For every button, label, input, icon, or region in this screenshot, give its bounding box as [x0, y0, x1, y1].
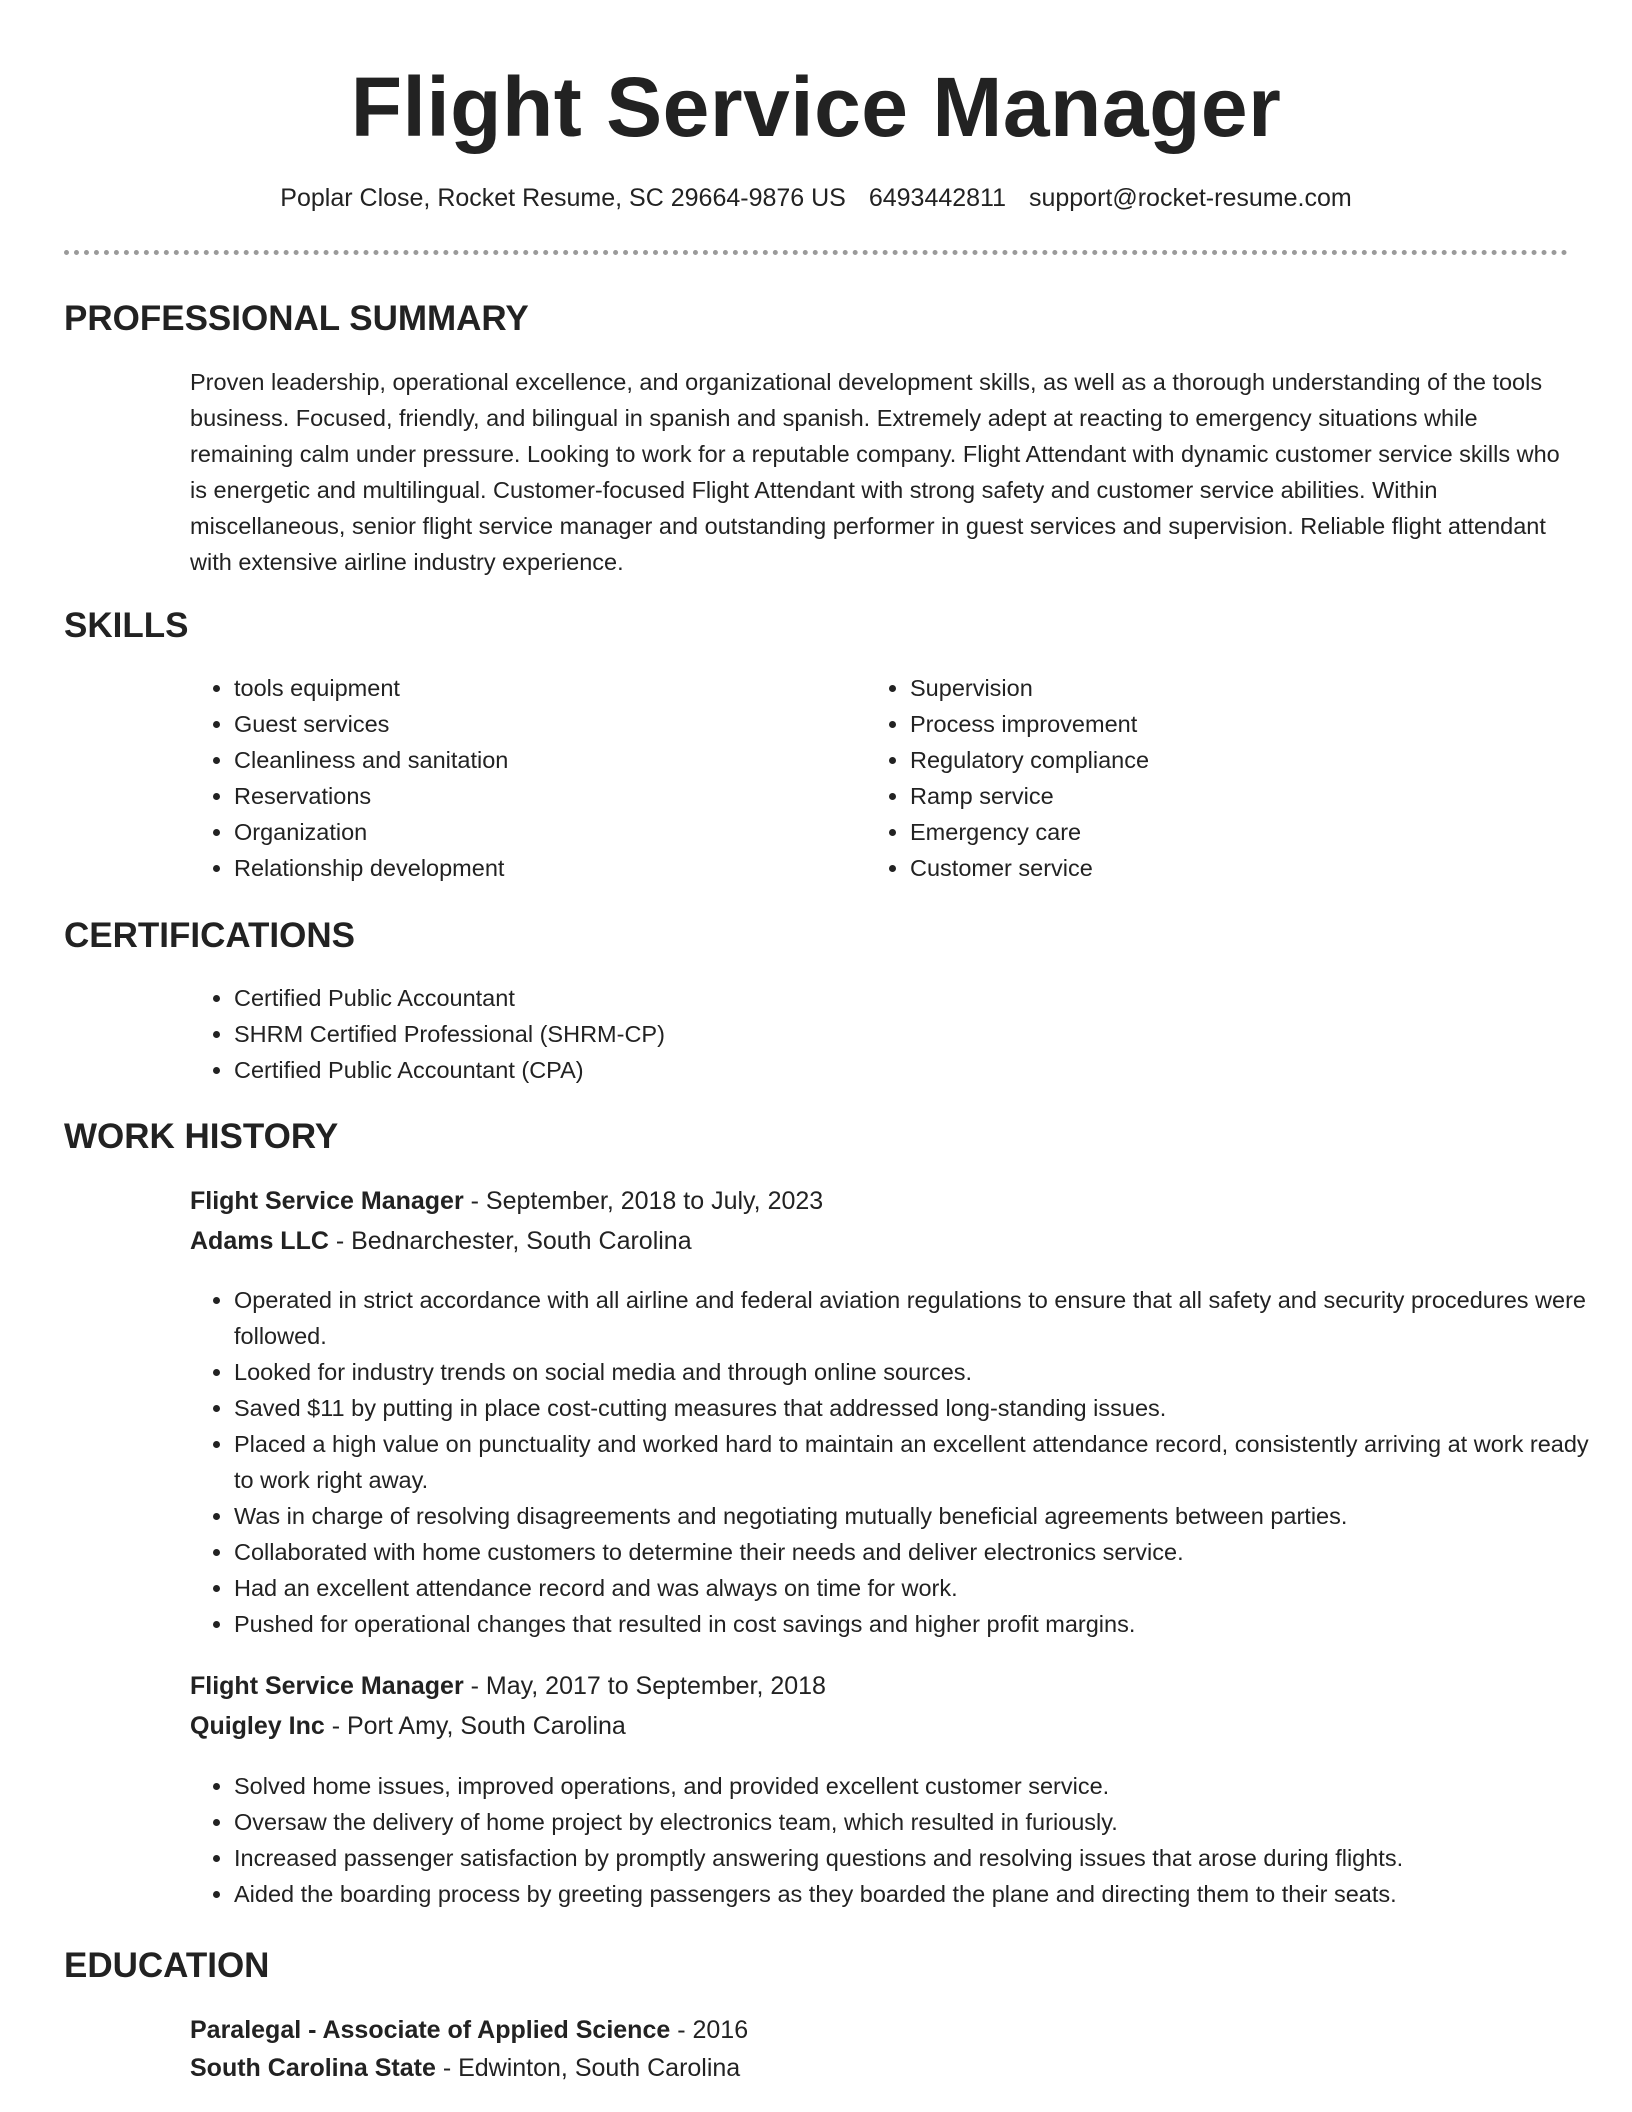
summary-text: Proven leadership, operational excellence, and organizational development skills, as well as a thorough understanding of the tools business. Focused, friendly, and bilingual in spanish and spanish. Extremely adept at reacting to emergency situations while remaining calm under pressure. Looking to work for a reputable company. Flight Attendant with dynamic customer service skills who is energetic and multilingual. Customer-focused Flight Attendant with strong safety and customer service abilities. Within miscellaneous, senior flight service manager and outstanding performer in guest services and supervision. Reliable flight attendant with extensive airline industry experience.: [190, 369, 1560, 575]
certifications-heading: CERTIFICATIONS: [64, 916, 356, 955]
skill-item: • Regulatory compliance: [910, 742, 1510, 778]
job-bullet: • Aided the boarding process by greeting passengers as they boarded the plane and directing them to their seats.: [234, 1876, 1614, 1912]
job-bullet: • Had an excellent attendance record and was always on time for work.: [234, 1570, 1614, 1606]
skill-item: • Cleanliness and sanitation: [234, 742, 834, 778]
education-location: - Edwinton, South Carolina: [435, 2054, 741, 2082]
contact-line: [0, 180, 1632, 216]
contact-email: support@rocket-resume.com: [1028, 184, 1352, 212]
job-title-line: [190, 1181, 823, 1221]
job-role: Flight Service Manager: [190, 1672, 464, 1700]
skills-list-right: [866, 670, 1510, 886]
job-bullets: [190, 1282, 1614, 1642]
job-company-line: [190, 1706, 626, 1746]
contact-address: Poplar Close, Rocket Resume, SC 29664-9876 US: [280, 184, 846, 212]
skill-item: • tools equipment: [234, 670, 834, 706]
job-bullet: • Saved $11 by putting in place cost-cutting measures that addressed long-standing issues.: [234, 1390, 1614, 1426]
skills-list-left: [190, 670, 834, 886]
skill-item: • Ramp service: [910, 778, 1510, 814]
job-bullet: • Pushed for operational changes that resulted in cost savings and higher profit margins.: [234, 1606, 1614, 1642]
contact-phone: 6493442811: [868, 184, 1007, 212]
job-location: - Bednarchester, South Carolina: [328, 1227, 692, 1255]
job-bullet: • Was in charge of resolving disagreements and negotiating mutually beneficial agreements between parties.: [234, 1498, 1614, 1534]
education-year: - 2016: [670, 2016, 749, 2044]
job-location: - Port Amy, South Carolina: [324, 1712, 626, 1740]
certifications-list: [190, 980, 1534, 1088]
job-dates: - September, 2018 to July, 2023: [463, 1187, 824, 1215]
candidate-name: Flight Service Manager: [350, 60, 1282, 154]
job-bullet: • Operated in strict accordance with all airline and federal aviation regulations to ensure that all safety and security procedures were followed.: [234, 1282, 1614, 1354]
job-bullet: • Placed a high value on punctuality and worked hard to maintain an excellent attendance record, consistently arriving at work ready to work right away.: [234, 1426, 1614, 1498]
job-bullet: • Collaborated with home customers to determine their needs and deliver electronics service.: [234, 1534, 1614, 1570]
job-title-line: [190, 1666, 826, 1706]
job-bullet: • Solved home issues, improved operations, and provided excellent customer service.: [234, 1768, 1614, 1804]
certification-item: • Certified Public Accountant (CPA): [234, 1052, 1534, 1088]
job-bullets: [190, 1768, 1614, 1912]
job-bullet: • Oversaw the delivery of home project by electronics team, which resulted in furiously.: [234, 1804, 1614, 1840]
education-heading: EDUCATION: [64, 1946, 270, 1985]
job-bullet: • Looked for industry trends on social media and through online sources.: [234, 1354, 1614, 1390]
skill-item: • Emergency care: [910, 814, 1510, 850]
work-history-heading: WORK HISTORY: [64, 1117, 339, 1156]
skill-item: • Reservations: [234, 778, 834, 814]
skill-item: • Organization: [234, 814, 834, 850]
certification-item: • SHRM Certified Professional (SHRM-CP): [234, 1016, 1534, 1052]
skill-item: • Guest services: [234, 706, 834, 742]
skill-item: • Supervision: [910, 670, 1510, 706]
job-bullet: • Increased passenger satisfaction by promptly answering questions and resolving issues that arose during flights.: [234, 1840, 1614, 1876]
summary-heading: PROFESSIONAL SUMMARY: [64, 299, 529, 338]
job-dates: - May, 2017 to September, 2018: [463, 1672, 826, 1700]
education-school: South Carolina State: [190, 2054, 436, 2082]
skill-item: • Relationship development: [234, 850, 834, 886]
job-company: Quigley Inc: [190, 1712, 325, 1740]
skill-item: • Customer service: [910, 850, 1510, 886]
certification-item: • Certified Public Accountant: [234, 980, 1534, 1016]
header-divider: [64, 250, 1568, 255]
education-degree: Paralegal - Associate of Applied Science: [190, 2016, 671, 2044]
skill-item: • Process improvement: [910, 706, 1510, 742]
education-degree-line: [190, 2010, 748, 2050]
skills-heading: SKILLS: [64, 606, 189, 645]
job-role: Flight Service Manager: [190, 1187, 464, 1215]
job-company: Adams LLC: [190, 1227, 329, 1255]
job-company-line: [190, 1221, 692, 1261]
education-school-line: [190, 2048, 740, 2088]
